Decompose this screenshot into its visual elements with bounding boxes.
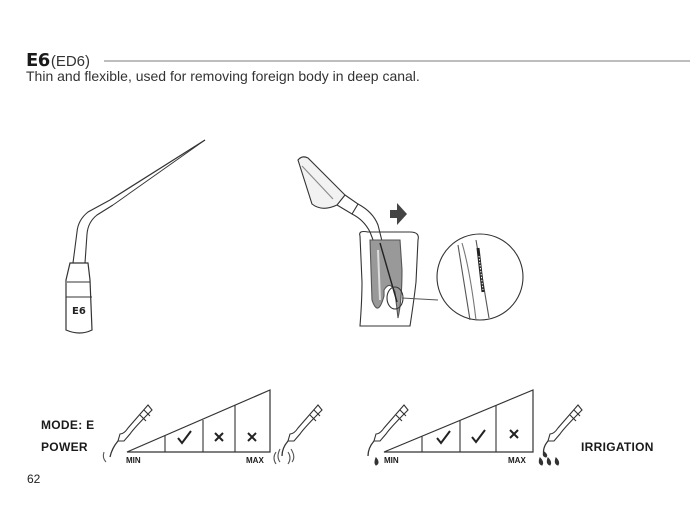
power-level-check-icon [178,431,191,443]
page-number: 62 [27,472,41,486]
irrigation-label: IRRIGATION [581,440,654,454]
irrigation-scale [384,390,533,452]
tip-illustration [66,140,205,333]
tip-alt-code: (ED6) [50,53,90,70]
irrigation-level-check-icon [472,430,485,442]
irrigation-level-cross-icon [510,430,518,438]
power-level-cross-icon [215,433,223,441]
mode-label: MODE: E [41,418,95,432]
irrigation-max-label: MAX [508,456,526,465]
power-min-label: MIN [126,456,141,465]
irrigation-min-label: MIN [384,456,399,465]
power-scale [127,390,270,452]
power-level-marks [178,431,256,443]
power-min-handpiece-icon [103,405,152,462]
irrigation-max-handpiece-icon [539,405,582,465]
tip-description: Thin and flexible, used for removing foreign body in deep canal. [26,68,420,84]
power-label: POWER [41,440,88,454]
irrigation-level-marks [437,430,518,443]
tip-code: E6 [26,50,50,71]
power-max-label: MAX [246,456,264,465]
irrigation-level-check-icon [437,431,450,443]
tooth-illustration [298,157,523,326]
power-level-cross-icon [248,433,256,441]
power-max-handpiece-icon [274,405,322,464]
tip-engraving: E6 [72,306,86,317]
